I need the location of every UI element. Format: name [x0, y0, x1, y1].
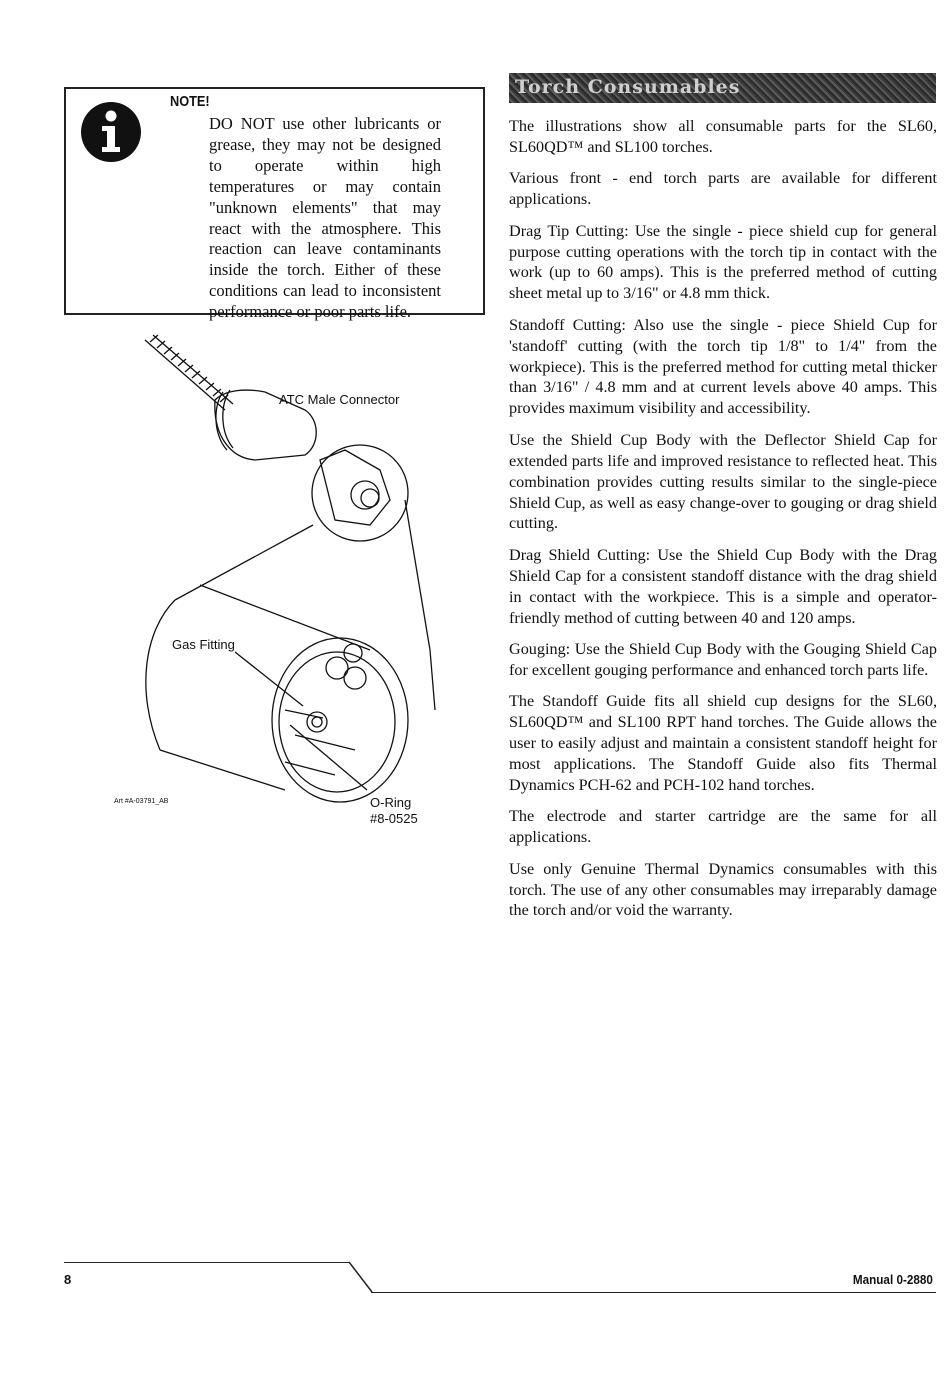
- manual-id: Manual 0-2880: [853, 1272, 933, 1287]
- section-title: Torch Consumables: [515, 76, 741, 98]
- paragraph: Standoff Cutting: Also use the single - piece Shield Cup for 'standoff' cutting (with the torch tip 1/8" to 1/4" from the workpiece). This is the preferred method for cutting metal thicker than 3/16" / 4.8 mm and at current levels above 40 amps. This provides maximum visibility and accessibility.: [509, 315, 937, 418]
- paragraph: The illustrations show all consumable parts for the SL60, SL60QD™ and SL100 torches.: [509, 117, 937, 156]
- paragraph: Use the Shield Cup Body with the Deflector Shield Cap for extended parts life and improved resistance to reflected heat. This combination provides cutting results similar to the single-piece Shield Cup, as well as easy change-over to gouging or drag shield cutting.: [509, 430, 937, 533]
- paragraph: Gouging: Use the Shield Cup Body with the Gouging Shield Cap for excellent gouging performance and enhanced torch parts life.: [509, 639, 937, 679]
- paragraph: Use only Genuine Thermal Dynamics consumables with this torch. The use of any other consumables may irreparably damage the torch and/or void the warranty.: [509, 859, 937, 920]
- gas-fitting-label: Gas Fitting: [172, 637, 235, 652]
- paragraph: The electrode and starter cartridge are the same for all applications.: [509, 807, 937, 847]
- paragraph: Drag Tip Cutting: Use the single - piece shield cup for general purpose cutting operations with the torch tip in contact with the work (up to 60 amps). This is the preferred method of cutting sheet metal up to 3/16" or 4.8 mm thick.: [509, 221, 937, 303]
- footer-rule-right: [371, 1292, 936, 1293]
- atc-connector-label: ATC Male Connector: [279, 392, 400, 407]
- note-text: DO NOT use other lubricants or grease, they may not be designed to operate within high temperatures or may contain "unknown elements" that may react with the atmosphere. This reaction can leave contaminants inside the torch. Either of these conditions can lead to inconsistent performance or poor parts life.: [209, 114, 441, 322]
- note-title: NOTE!: [170, 93, 210, 110]
- footer-rule-left: [64, 1262, 349, 1263]
- paragraph: Drag Shield Cutting: Use the Shield Cup Body with the Drag Shield Cap for a consistent standoff distance with the drag shield in contact with the workpiece. This is a simple and operator-friendly method of cutting between 40 and 120 amps.: [509, 545, 937, 627]
- section-header-bar: [509, 73, 936, 103]
- info-icon: [80, 101, 142, 163]
- paragraph: The Standoff Guide fits all shield cup designs for the SL60, SL60QD™ and SL100 RPT hand torches. The Guide allows the user to easily adjust and maintain a consistent standoff height for most applications. The Standoff Guide also fits Thermal Dynamics PCH-62 and PCH-102 hand torches.: [509, 692, 937, 794]
- o-ring-part-number: #8-0525: [370, 811, 418, 826]
- paragraph: Various front - end torch parts are available for different applications.: [509, 169, 937, 209]
- page-number: 8: [64, 1272, 72, 1287]
- o-ring-label: O-Ring: [370, 795, 412, 810]
- note-box: [64, 87, 485, 322]
- footer-rule-diagonal: [348, 1260, 374, 1294]
- body-text-column: [509, 116, 937, 932]
- torch-connector-illustration: [105, 330, 445, 830]
- art-number: Art #A-03791_AB: [114, 798, 169, 805]
